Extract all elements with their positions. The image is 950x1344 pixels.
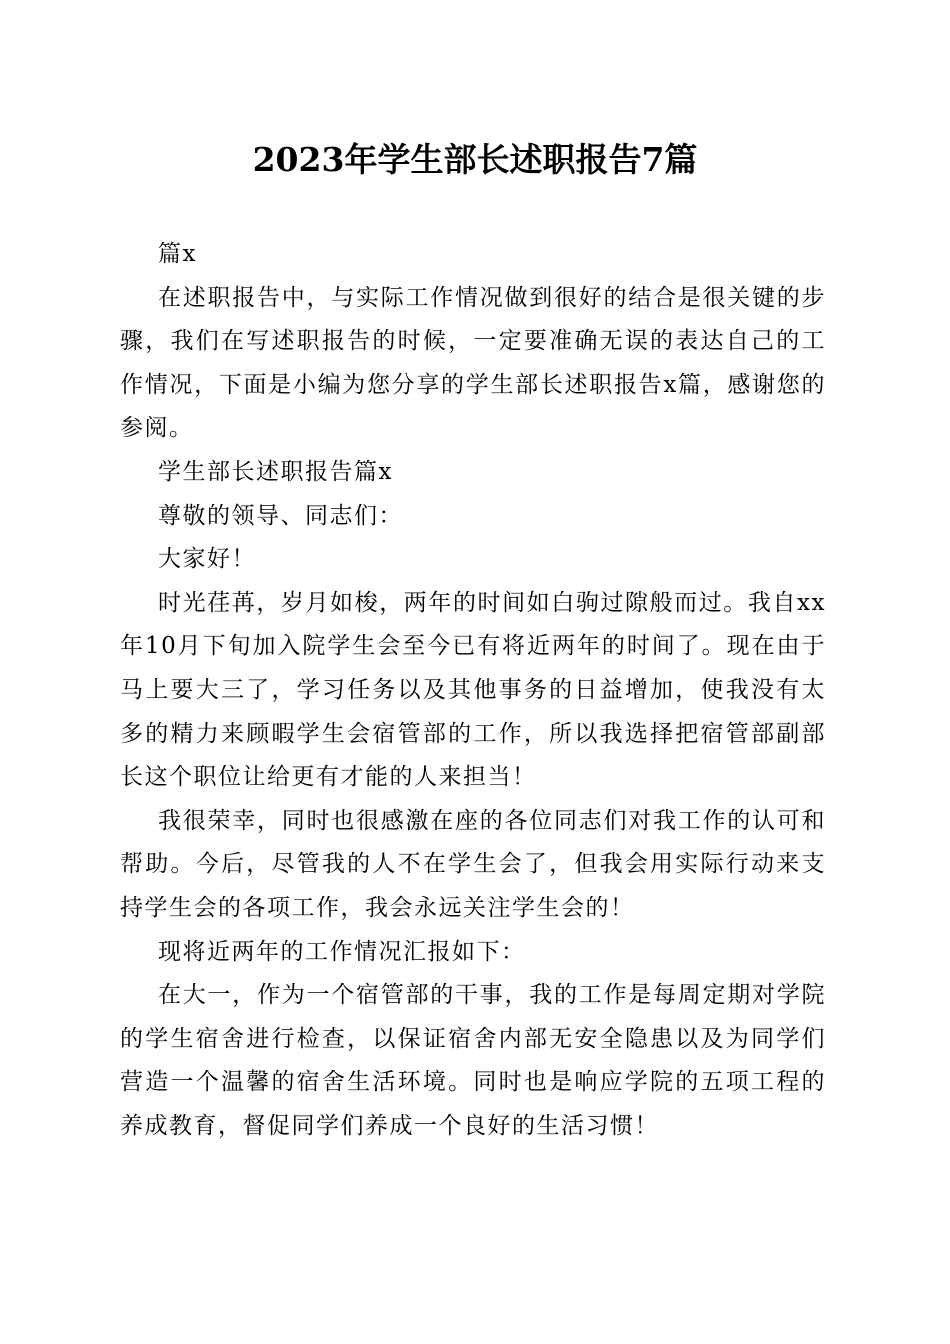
document-body xyxy=(120,233,826,1148)
paragraph-time-passing: 时光荏苒，岁月如梭，两年的时间如白驹过隙般而过。我自xx年10月下旬加入院学生会至今已有将近两年的时间了。现在由于马上要大三了，学习任务以及其他事务的日益增加，使我没有太多的精力来顾暇学生会宿管部的工作，所以我选择把宿管部副部长这个职位让给更有才能的人来担当！ xyxy=(120,589,826,791)
paragraph-salutation: 尊敬的领导、同志们： xyxy=(158,502,403,529)
document-title: 2023年学生部长述职报告7篇 xyxy=(252,140,698,179)
paragraph-thanks: 我很荣幸，同时也很感激在座的各位同志们对我工作的认可和帮助。今后，尽管我的人不在学生会了，但我会用实际行动来支持学生会的各项工作，我会永远关注学生会的！ xyxy=(120,807,826,921)
paragraph-greeting: 大家好！ xyxy=(158,546,256,573)
paragraph-section-label: 篇x xyxy=(158,241,197,267)
paragraph-first-year-work: 在大一，作为一个宿管部的干事，我的工作是每周定期对学院的学生宿舍进行检查，以保证宿舍内部无安全隐患以及为同学们营造一个温馨的宿舍生活环境。同时也是响应学院的五项工程的养成教育，督促同学们养成一个良好的生活习惯！ xyxy=(120,982,826,1139)
paragraph-report-intro: 现将近两年的工作情况汇报如下： xyxy=(158,938,526,965)
paragraph-report-heading: 学生部长述职报告篇x xyxy=(158,458,393,485)
paragraph-intro: 在述职报告中，与实际工作情况做到很好的结合是很关键的步骤，我们在写述职报告的时候，一定要准确无误的表达自己的工作情况，下面是小编为您分享的学生部长述职报告x篇，感谢您的参阅。 xyxy=(120,284,826,442)
